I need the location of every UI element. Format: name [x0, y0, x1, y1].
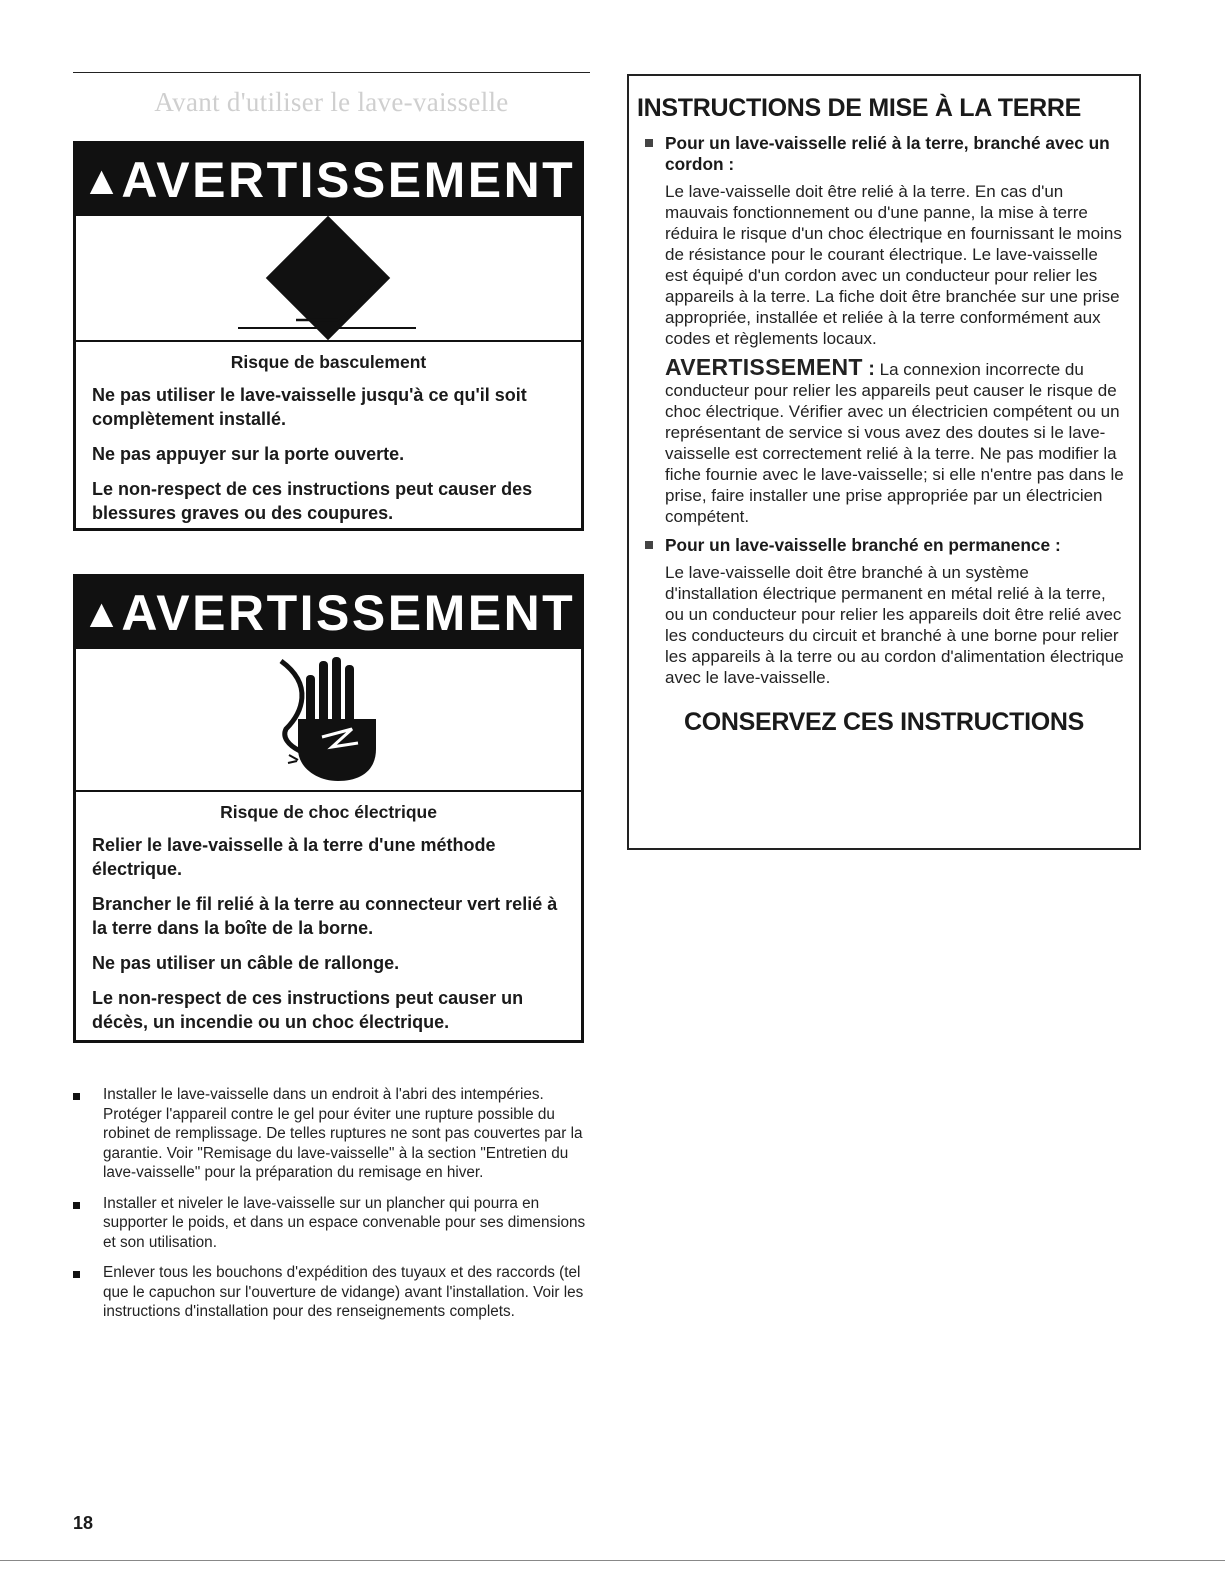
warning-text: Relier le lave-vaisselle à la terre d'une méthode électrique.	[92, 835, 496, 879]
save-instructions-footer: CONSERVEZ CES INSTRUCTIONS	[683, 708, 1085, 736]
risk-heading: Risque de choc électrique	[220, 802, 437, 822]
permanent-grounding-heading	[643, 535, 1125, 556]
warning-text: Ne pas utiliser un câble de rallonge.	[92, 953, 400, 973]
bullet-square-icon	[73, 1202, 80, 1209]
list-item	[73, 1263, 593, 1322]
section-title: Avant d'utiliser le lave-vaisselle	[154, 87, 509, 117]
bullet-square-icon	[645, 139, 653, 147]
warning-text: Ne pas appuyer sur la porte ouverte.	[92, 444, 405, 464]
warning-triangle-icon: ▲	[81, 159, 122, 203]
grounding-warning-label: AVERTISSEMENT	[665, 354, 863, 380]
electric-shock-pictogram	[76, 649, 581, 792]
risk-heading: Risque de basculement	[230, 352, 427, 372]
corded-grounding-heading	[643, 133, 1125, 175]
warning-body	[76, 342, 581, 539]
electric-shock-icon	[76, 649, 581, 790]
bullet-square-icon	[73, 1093, 80, 1100]
bullet-heading-text: Pour un lave-vaisselle relié à la terre, branché avec un cordon :	[665, 133, 1110, 174]
bullet-heading-text: Pour un lave-vaisselle branché en permanence :	[665, 535, 1061, 555]
grounding-title: INSTRUCTIONS DE MISE À LA TERRE	[637, 94, 1081, 122]
list-item-text: Enlever tous les bouchons d'expédition des tuyaux et des raccords (tel que le capuchon sur l'ouverture de vidange) avant l'installation. Voir les instructions d'installation pour des renseignements complets.	[103, 1264, 584, 1320]
grounding-warning	[643, 354, 1125, 527]
warning-text: Le non-respect de ces instructions peut causer des blessures graves ou des coupures.	[92, 479, 533, 523]
grounding-warning-colon: :	[862, 358, 875, 380]
warning-header-label: AVERTISSEMENT	[121, 152, 576, 208]
warning-text: Brancher le fil relié à la terre au connecteur vert relié à la terre dans la boîte de la borne.	[92, 894, 558, 938]
tip-over-warning-box	[73, 141, 584, 531]
electric-shock-warning-box	[73, 574, 584, 1043]
top-rule	[73, 72, 590, 73]
installation-bullet-list	[73, 1085, 593, 1333]
tip-over-pictogram	[76, 216, 581, 342]
list-item-text: Installer le lave-vaisselle dans un endroit à l'abri des intempéries. Protéger l'appareil contre le gel pour éviter une rupture possible du robinet de remplissage. De telles ruptures ne sont pas couvertes par la garantie. Voir "Remisage du lave-vaisselle" à la section "Entretien du lave-vaisselle" pour la préparation du remisage en hiver.	[103, 1086, 583, 1181]
warning-header	[76, 577, 581, 649]
corded-grounding-text: Le lave-vaisselle doit être relié à la terre. En cas d'un mauvais fonctionnement ou d'une panne, la mise à terre réduira le risque d'un choc électrique en fournissant le moins de résistance pour le courant électrique. Le lave-vaisselle est équipé d'un cordon avec un conducteur pour relier les appareils à la terre. La fiche doit être branchée sur une prise appropriée, installée et reliée à la terre conformément aux codes et règlements locaux.	[665, 182, 1122, 348]
list-item	[73, 1194, 593, 1253]
warning-header-label: AVERTISSEMENT	[121, 585, 576, 641]
warning-header	[76, 144, 581, 216]
left-column	[73, 72, 590, 118]
bullet-square-icon	[73, 1271, 80, 1278]
grounding-instructions-box	[627, 74, 1141, 850]
list-item	[73, 1085, 593, 1183]
bottom-rule	[0, 1560, 1225, 1561]
warning-text: Ne pas utiliser le lave-vaisselle jusqu'à ce qu'il soit complètement installé.	[92, 385, 527, 429]
page-number: 18	[73, 1513, 94, 1533]
grounding-warning-text: La connexion incorrecte du conducteur pour relier les appareils peut causer le risque de choc électrique. Vérifier avec un électricien compétent ou un représentant de service si vous avez des doutes si le lave-vaisselle est correctement relié à la terre. Ne pas modifier la fiche fournie avec le lave-vaisselle; si elle n'entre pas dans le prise, faire installer une prise appropriée par un électricien compétent.	[665, 360, 1124, 526]
tip-over-icon	[76, 216, 581, 340]
permanent-grounding-text: Le lave-vaisselle doit être branché à un système d'installation électrique permanent en métal relié à la terre, ou un conducteur pour relier les appareils doit être relié avec les conducteurs du circuit et branché à une borne pour relier les appareils à la terre ou au cordon d'alimentation électrique avec le lave-vaisselle.	[665, 563, 1124, 687]
bullet-square-icon	[645, 541, 653, 549]
warning-text: Le non-respect de ces instructions peut causer un décès, un incendie ou un choc électrique.	[92, 988, 524, 1032]
list-item-text: Installer et niveler le lave-vaisselle sur un plancher qui pourra en supporter le poids, et dans un espace convenable pour ses dimensions et son utilisation.	[103, 1194, 586, 1251]
warning-body	[76, 792, 581, 1048]
warning-triangle-icon: ▲	[81, 592, 122, 636]
